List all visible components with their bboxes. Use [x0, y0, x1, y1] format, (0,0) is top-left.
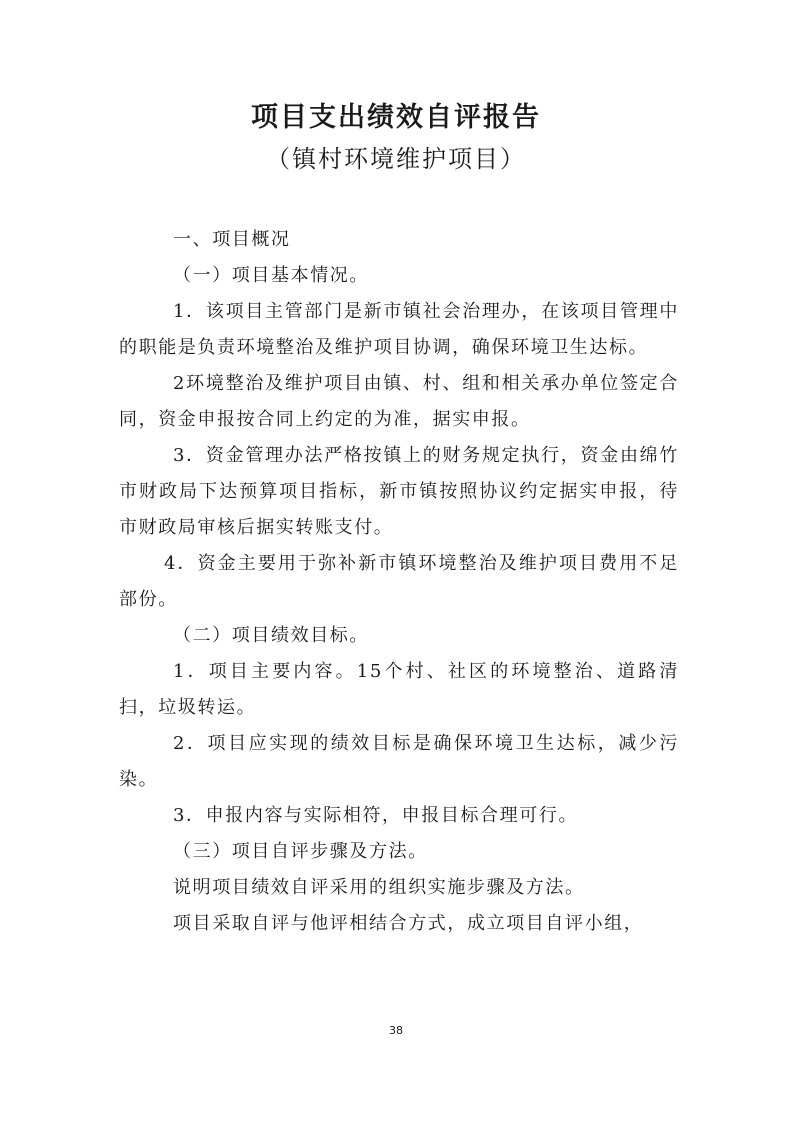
- report-subtitle: （镇村环境维护项目）: [266, 145, 526, 173]
- paragraph-method-detail: 项目采取自评与他评相结合方式，成立项目自评小组，: [173, 913, 644, 934]
- paragraph-item-2: 2环境整治及维护项目由镇、村、组和相关承办单位签定合同，资金申报按合同上约定的为准，据实申报。: [119, 373, 679, 430]
- section-heading-overview: 一、项目概况: [173, 229, 291, 250]
- paragraph-goal-3: 3．申报内容与实际相符，申报目标合理可行。: [173, 805, 579, 826]
- paragraph-item-4: 4．资金主要用于弥补新市镇环境整治及维护项目费用不足部份。: [119, 553, 679, 610]
- paragraph-goal-2: 2．项目应实现的绩效目标是确保环境卫生达标，减少污染。: [119, 733, 679, 790]
- paragraph-goal-1: 1．项目主要内容。15个村、社区的环境整治、道路清扫，垃圾转运。: [119, 661, 679, 718]
- paragraph-item-3: 3．资金管理办法严格按镇上的财务规定执行，资金由绵竹市财政局下达预算项目指标，新市镇按照协议约定据实申报，待市财政局审核后据实转账支付。: [119, 445, 679, 538]
- report-body: [119, 222, 679, 942]
- subsection-heading-basic-info: （一）项目基本情况。: [173, 265, 369, 286]
- paragraph-item-1: 1．该项目主管部门是新市镇社会治理办，在该项目管理中的职能是负责环境整治及维护项目协调，确保环境卫生达标。: [119, 301, 679, 358]
- subsection-heading-method: （三）项目自评步骤及方法。: [173, 841, 428, 862]
- paragraph-method-intro: 说明项目绩效自评采用的组织实施步骤及方法。: [173, 877, 585, 898]
- subsection-heading-goals: （二）项目绩效目标。: [173, 625, 369, 646]
- page-number: 38: [389, 1024, 403, 1037]
- report-title: 项目支出绩效自评报告: [251, 102, 541, 133]
